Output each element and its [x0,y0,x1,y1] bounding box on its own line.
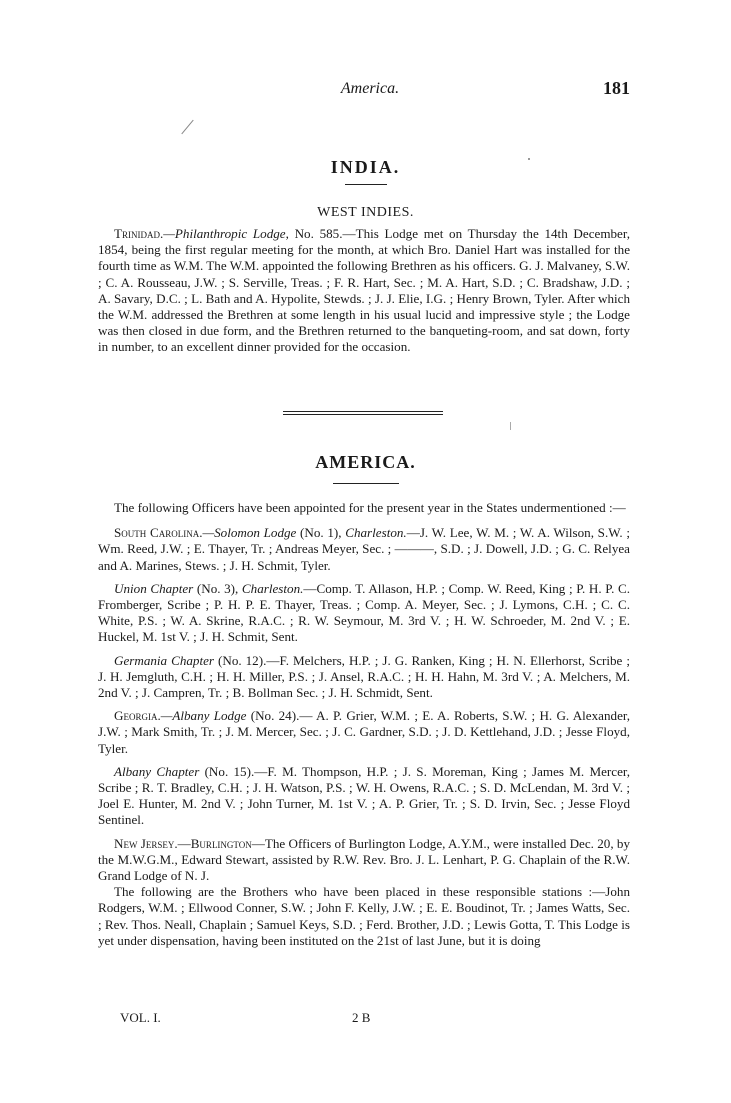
trinidad-paragraph [98,226,630,356]
trinidad-lodge: —Philanthropic Lodge, [163,226,289,241]
running-title: America. [340,80,400,97]
south-carolina-city: Charleston. [345,525,407,541]
india-heading-rule [345,184,387,185]
signature-mark: 2 B [352,1010,371,1025]
germania-chapter-name: Germania Chapter [114,652,215,668]
albany-chapter-body: (No. 15).—F. M. Thompson, H.P. ; J. S. Moreman, King ; James M. Mercer, Scribe ; R. T. Bradley, C.H. ; J. H. Watson, P.S. ; W. H. Owens, R.A.C. ; S. D. McLendan, M. 3rd V. ; Joel E. Hunter, M. 2nd V. ; John Turner, M. 1st V. ; A. P. Grier, Tr. ; S. D. Irvin, Sec. ; Jesse Floyd Sentinel. [98,763,631,828]
america-heading: AMERICA. [315,452,416,472]
section-divider [283,411,443,417]
solomon-lodge-number: (No. 1), [296,525,346,541]
new-jersey-paragraph [98,836,630,885]
burlington-town: —Burlington [177,835,252,851]
georgia-place: Georgia. [114,708,161,724]
germania-chapter-body: (No. 12).—F. Melchers, H.P. ; J. G. Ranken, King ; H. N. Ellerhorst, Scribe ; J. H. Jemgluth, C.H. ; H. H. Miller, P.S. ; J. Ansel, R.A.C. ; H. H. Hahn, M. 3rd V. ; A. Melchers, M. 2nd V. ; J. Campren, Tr. ; B. Bollman Sec. ; J. H. Schmidt, Sent. [98,652,630,701]
union-chapter-body: —Comp. T. Allason, H.P. ; Comp. W. Reed, King ; P. H. P. C. Fromberger, Scribe ; P. H. P. E. Thayer, Treas. ; Comp. A. Meyer, Sec. ; J. Lymons, C.H. ; C. C. White, P.S. ; W. A. Skrine, R.A.C. ; R. W. Seymour, M. 3rd V. ; H. W. Schroeder, M. 2nd V. ; E. Huckel, M. 1st V. ; J. H. Schmit, Sent. [98,580,630,645]
union-chapter-number: (No. 3), [193,580,242,596]
america-intro: The following Officers have been appointed for the present year in the States undermentioned :— [114,500,626,515]
running-head [0,78,731,102]
union-chapter-paragraph [98,581,630,646]
page-footer [0,1010,731,1030]
georgia-paragraph [98,708,630,757]
america-heading-rule [333,483,399,484]
trinidad-body: No. 585.—This Lodge met on Thursday the 14th December, 1854, being the first regular meeting for the month, at which Bro. Daniel Hart was installed for the fourth time as W.M. The W.M. appointed the following Brethren as his officers. G. J. Malvaney, S.W. ; C. A. Rousseau, J.W. ; S. Serville, Treas. ; F. R. Hart, Sec. ; M. A. Hart, S.D. ; C. Bradshaw, J.D. ; A. Savary, D.C. ; L. Bath and A. Hypolite, Stewds. ; J. J. Elie, I.G. ; Henry Brown, Tyler. After which the W.M. addressed the Brethren at some length in his usual lucid and impressive style ; the Lodge was then closed in due form, and the Brethren returned to the banqueting-room, and sat down, forty in number, to an excellent dinner provided for the occasion. [98,226,630,355]
trinidad-place: Trinidad. [114,226,164,241]
south-carolina-place: South Carolina. [114,525,203,541]
union-chapter-name: Union Chapter [114,580,194,596]
stray-pen-mark [181,120,193,134]
responsible-stations-paragraph: The following are the Brothers who have been placed in these responsible stations :—John Rodgers, W.M. ; Ellwood Conner, S.W. ; John F. Kelly, J.W. ; E. E. Boudinot, Tr. ; James Watts, Sec. ; Rev. Thos. Neall, Chaplain ; Samuel Keys, S.D. ; Ferd. Brother, J.D. ; Lewis Gotta, T. This Lodge is yet under dispensation, having been instituted on the 21st of last June, but it is doing [98,884,630,948]
union-chapter-city: Charleston. [241,580,304,596]
georgia-body: (No. 24).— A. P. Grier, W.M. ; E. A. Roberts, S.W. ; H. G. Alexander, J.W. ; Mark Smith, Tr. ; J. M. Mercer, Sec. ; J. C. Gardner, S.D. ; J. D. Kettlehand, J.D. ; Jesse Floyd, Tyler. [98,708,630,756]
america-section [98,500,630,949]
new-jersey-place: New Jersey. [114,835,178,851]
south-carolina-paragraph [98,525,630,574]
trinidad-section [98,226,630,356]
stray-tick [510,422,511,430]
divider-line-2 [283,414,443,415]
new-jersey-body: —The Officers of Burlington Lodge, A.Y.M., were installed Dec. 20, by the M.W.G.M., Edward Stewart, assisted by R.W. Rev. Bro. J. L. Lenhart, P. G. Chaplain of the R.W. Grand Lodge of N. J. [98,835,630,884]
divider-line-1 [283,411,443,412]
albany-lodge: —Albany Lodge [160,708,247,724]
page-number: 181 [603,78,630,98]
south-carolina-body: —J. W. Lee, W. M. ; W. A. Wilson, S.W. ; Wm. Reed, J.W. ; E. Thayer, Tr. ; Andreas Meyer, Sec. ; ———, S.D. ; J. Dowell, J.D. ; G. C. Relyea and A. Marines, Stews. ; J. H. Schmit, Tyler. [98,525,630,573]
volume-label: VOL. I. [120,1010,161,1025]
india-heading: INDIA. [330,157,401,177]
solomon-lodge: —Solomon Lodge [202,525,297,541]
west-indies-subheading: WEST INDIES. [317,205,414,220]
germania-chapter-paragraph [98,653,630,702]
albany-chapter-paragraph [98,764,630,829]
albany-chapter-name: Albany Chapter [114,763,200,779]
